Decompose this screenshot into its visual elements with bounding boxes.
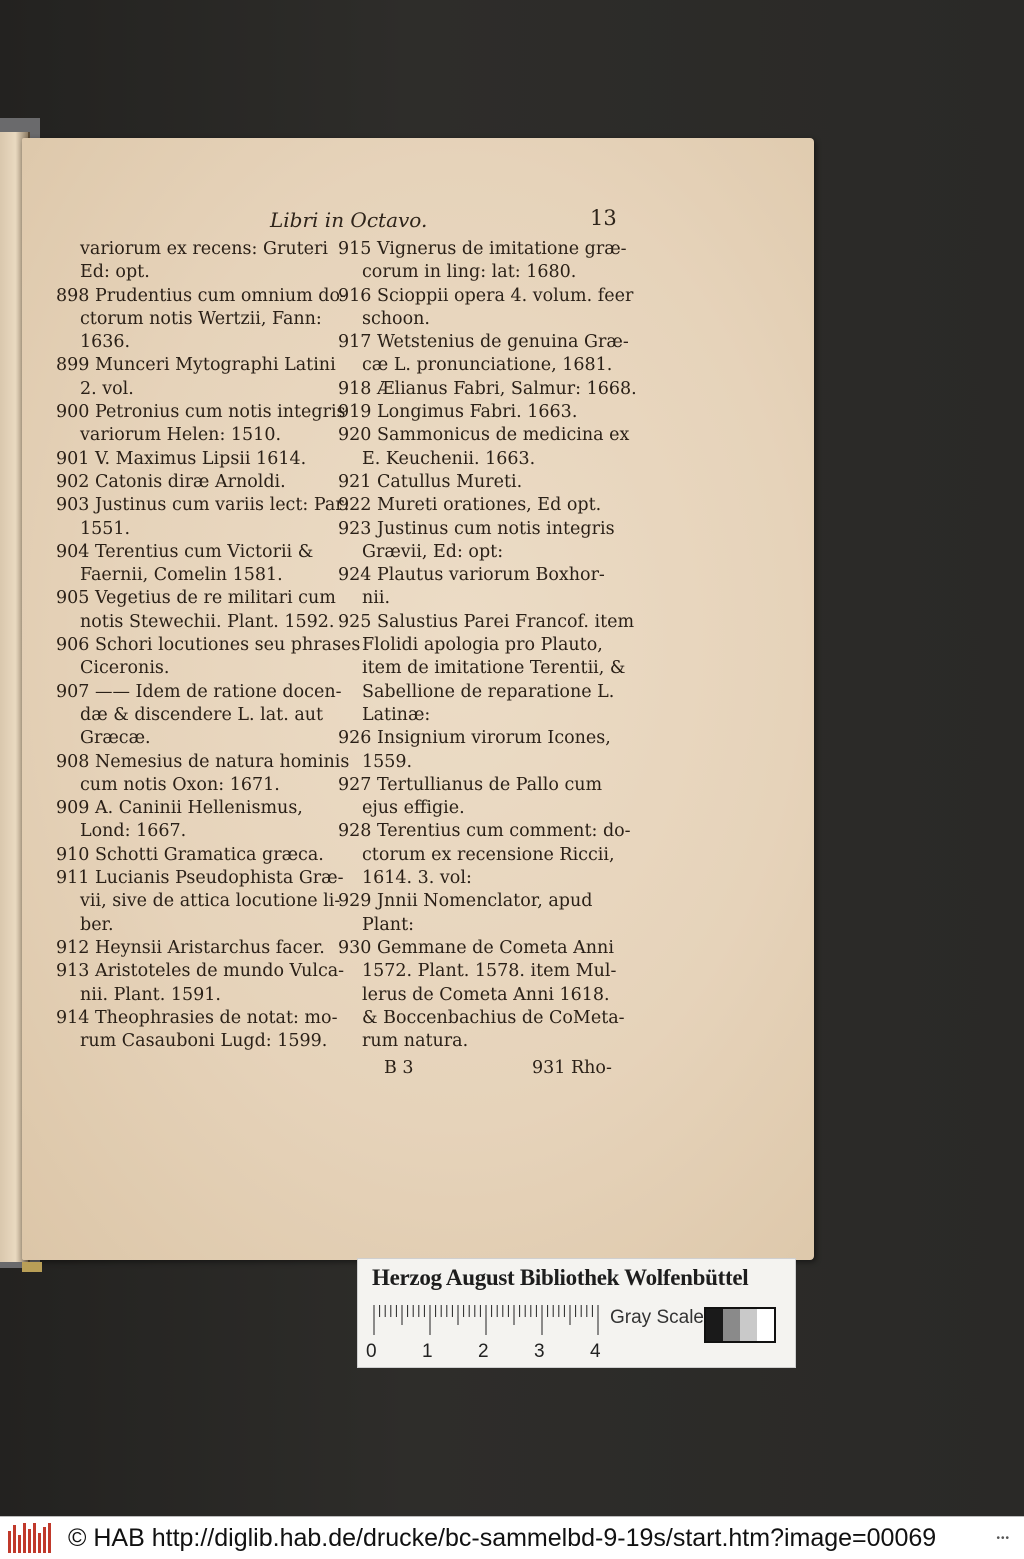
card-title: Herzog August Bibliothek Wolfenbüttel [372,1265,749,1290]
entry-line: Grævii, Ed: opt: [362,541,504,562]
logo-bar [8,1531,11,1553]
catalog-entry [56,751,350,798]
catalog-entry [56,587,336,634]
catchword: 931 Rho- [532,1058,612,1078]
entry-line: 929 Jnnii Nomenclator, apud [338,891,593,912]
entry-line: variorum Helen: 1510. [80,425,282,446]
entry-line: 902 Catonis diræ Arnoldi. [56,471,286,492]
catalog-entry [338,564,618,611]
ruler-number: 0 [366,1341,377,1362]
entry-line: 917 Wetstenius de genuina Græ- [338,332,629,353]
entry-line: 906 Schori locutiones seu phrases [56,635,361,656]
logo-bar [48,1523,51,1553]
entry-line: rum Casauboni Lugd: 1599. [80,1031,328,1052]
catalog-entry [338,820,631,890]
entry-line: 901 V. Maximus Lipsii 1614. [56,448,307,469]
entry-line: 913 Aristoteles de mundo Vulca- [56,961,345,982]
running-head: Libri in Octavo. [270,208,428,232]
catalog-entry [56,448,332,471]
entry-line: 920 Sammonicus de medicina ex [338,425,630,446]
catalog-entry [338,378,637,401]
entry-line: 910 Schotti Gramatica græca. [56,844,324,865]
entry-line: 916 Scioppii opera 4. volum. feer [338,285,634,306]
catalog-entry [56,797,332,844]
footer-bar [0,1516,1024,1559]
signature-mark: B 3 [384,1058,414,1078]
entry-line: nii. [362,588,391,609]
entry-line: 924 Plautus variorum Boxhor- [338,565,605,586]
entry-line: 1559. [362,751,413,772]
entry-line: ctorum ex recensione Riccii, [362,844,615,865]
entry-line: 2. vol. [80,378,134,399]
entry-line: 925 Salustius Parei Francof. item [338,611,635,632]
entry-line: cum notis Oxon: 1671. [80,774,280,795]
entry-line: variorum ex recens: Gruteri [80,239,328,259]
entry-line: 918 Ælianus Fabri, Salmur: 1668. [338,378,637,399]
entry-line: 899 Munceri Mytographi Latini [56,355,336,376]
ruler-number: 4 [590,1341,601,1362]
entry-line: corum in ling: lat: 1680. [362,262,577,283]
catalog-entry [56,541,332,588]
color-reference-card [357,1258,796,1368]
gray-scale-steps [704,1307,776,1343]
entry-line: 928 Terentius cum comment: do- [338,821,631,842]
catalog-entry [56,634,361,681]
entry-line: 911 Lucianis Pseudophista Græ- [56,868,344,889]
catalog-entry [56,681,342,751]
entry-line: dæ & discendere L. lat. aut [80,704,324,725]
entry-line: 1572. Plant. 1578. item Mul- [362,961,617,982]
entry-line: Græcæ. [80,728,151,749]
catalog-entry [338,424,630,471]
gray-step [740,1309,757,1341]
entry-line: schoon. [362,308,430,329]
logo-bar [28,1529,31,1553]
left-column [56,238,361,1053]
logo-bar [33,1523,36,1553]
entry-line: lerus de Cometa Anni 1618. [362,984,610,1005]
catalog-entry [56,960,345,1007]
entry-line: Latinæ: [362,704,431,725]
entry-line: 1636. [80,332,131,353]
catalog-entry [338,890,618,937]
measurement-ruler [372,1303,602,1335]
catalog-entry [338,937,625,1053]
catalog-entry [338,611,635,727]
entry-line: 922 Mureti orationes, Ed opt. [338,495,602,516]
entry-line: 905 Vegetius de re militari cum [56,588,336,609]
logo-bar [38,1533,41,1553]
more-icon[interactable]: ••• [996,1533,1010,1544]
entry-line: 1551. [80,518,131,539]
catalog-entry [338,238,627,285]
ruler-number: 1 [422,1341,433,1362]
footer-copyright-link[interactable]: © HAB http://diglib.hab.de/drucke/bc-sammelbd-9-19s/start.htm?image=00069 [68,1523,937,1552]
entry-line: 903 Justinus cum variis lect: Par: [56,495,350,516]
gray-step [723,1309,740,1341]
catalog-entry [338,331,629,378]
entry-line: Lond: 1667. [80,821,187,842]
catalog-entry [338,494,618,517]
entry-line: Ed: opt. [80,262,150,283]
entry-line: 914 Theophrasies de notat: mo- [56,1007,338,1028]
entry-line: & Boccenbachius de CoMeta- [362,1007,625,1028]
entry-line: item de imitatione Terentii, & [362,658,626,679]
gray-step [757,1309,774,1341]
catalog-entry [56,867,344,937]
catalog-entry [338,285,634,332]
entry-line: 923 Justinus cum notis integris [338,518,615,539]
entry-line: 915 Vignerus de imitatione græ- [338,239,627,259]
entry-line: 904 Terentius cum Victorii & [56,541,314,562]
hab-logo-icon [8,1523,52,1553]
entry-line: Faernii, Comelin 1581. [80,565,283,586]
page-number: 13 [590,206,617,230]
logo-bar [43,1527,46,1553]
entry-line: nii. Plant. 1591. [80,984,221,1005]
catalog-entry [338,727,618,774]
entry-line: 919 Longimus Fabri. 1663. [338,402,578,423]
entry-line: 926 Insignium virorum Icones, [338,728,611,749]
catalog-entry [338,471,618,494]
entry-line: 1614. 3. vol: [362,868,472,889]
binding-tab [22,1262,42,1272]
entry-line: notis Stewechii. Plant. 1592. [80,611,335,632]
entry-line: 912 Heynsii Aristarchus facer. [56,937,325,958]
entry-line: cæ L. pronunciatione, 1681. [362,355,613,376]
entry-line: 907 —— Idem de ratione docen- [56,681,342,702]
catalog-entry [56,937,332,960]
entry-line: Sabellione de reparatione L. [362,681,615,702]
logo-bar [18,1535,21,1553]
entry-line: E. Keuchenii. 1663. [362,448,536,469]
catalog-entry [338,774,618,821]
entry-line: 908 Nemesius de natura hominis [56,751,350,772]
right-column [338,238,637,1053]
entry-line: ejus effigie. [362,798,465,819]
entry-line: ctorum notis Wertzii, Fann: [80,308,322,329]
entry-line: 927 Tertullianus de Pallo cum [338,774,603,795]
catalog-entry [56,844,332,867]
entry-line: vii, sive de attica locutione li- [80,891,341,912]
logo-bar [13,1525,16,1553]
ruler-labels [366,1341,606,1363]
entry-line: 930 Gemmane de Cometa Anni [338,937,614,958]
entry-line: 898 Prudentius cum omnium do- [56,285,346,306]
entry-line: rum natura. [362,1031,469,1052]
entry-line: 900 Petronius cum notis integris [56,402,346,423]
logo-bar [23,1523,26,1553]
catalog-entry [56,285,346,355]
catalog-entry [338,518,618,565]
catalog-entry [338,401,618,424]
gray-scale-label: Gray Scale [610,1307,704,1328]
entry-line: 921 Catullus Mureti. [338,471,523,492]
catalog-entry [56,401,346,448]
entry-line: Ciceronis. [80,658,170,679]
catalog-entry [56,471,332,494]
gray-step [706,1309,723,1341]
catalog-entry [56,494,350,541]
entry-line: Plant: [362,914,415,935]
catalog-entry [56,1007,338,1054]
entry-line: ber. [80,914,114,935]
entry-line: Flolidi apologia pro Plauto, [362,635,603,656]
catalog-entry [56,354,336,401]
ruler-number: 2 [478,1341,489,1362]
ruler-number: 3 [534,1341,545,1362]
catalog-entry [56,238,332,285]
entry-line: 909 A. Caninii Hellenismus, [56,798,303,819]
